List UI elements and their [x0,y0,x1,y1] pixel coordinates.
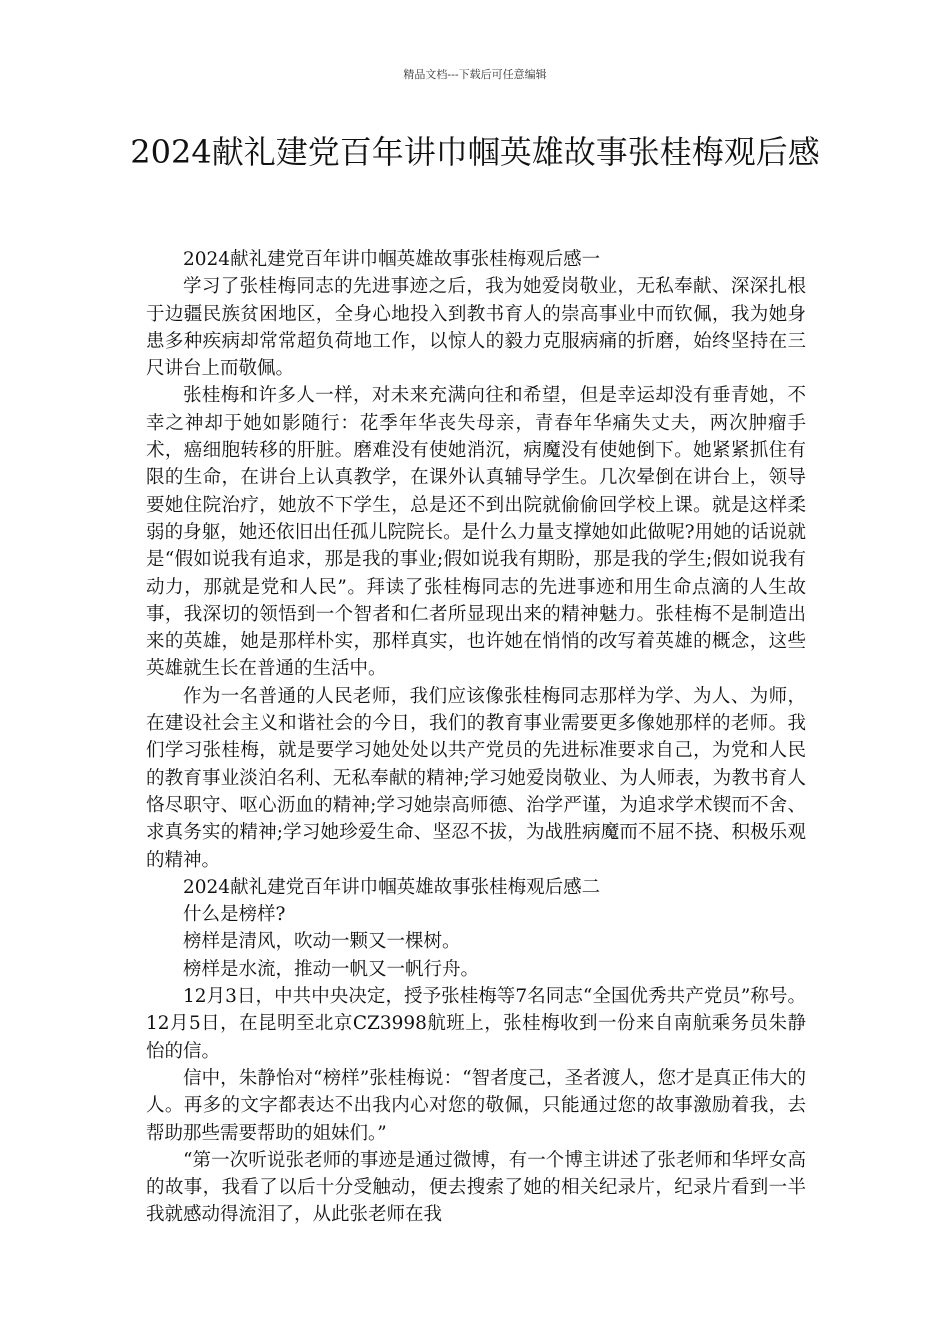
paragraph: 张桂梅和许多人一样，对未来充满向往和希望，但是幸运却没有垂青她，不幸之神却于她如影随行：花季年华丧失母亲，青春年华痛失丈夫，两次肿瘤手术，癌细胞转移的肝脏。磨难没有使她消沉，病魔没有使她倒下。她紧紧抓住有限的生命，在讲台上认真教学，在课外认真辅导学生。几次晕倒在讲台上，领导要她住院治疗，她放不下学生，总是还不到出院就偷偷回学校上课。就是这样柔弱的身躯，她还依旧出任孤儿院院长。是什么力量支撑她如此做呢?用她的话说就是“假如说我有追求，那是我的事业;假如说我有期盼，那是我的学生;假如说我有动力，那就是党和人民”。拜读了张桂梅同志的先进事迹和用生命点滴的人生故事，我深切的领悟到一个智者和仁者所显现出来的精神魅力。张桂梅不是制造出来的英雄，她是那样朴实，那样真实，也许她在悄悄的改写着英雄的概念，这些英雄就生长在普通的生活中。 [146,385,806,680]
paragraph: 什么是榜样? [183,904,286,926]
paragraph: “第一次听说张老师的事迹是通过微博，有一个博主讲述了张老师和华坪女高的故事，我看了以后十分受触动，便去搜索了她的相关纪录片，纪录片看到一半我就感动得流泪了，从此张老师在我 [146,1149,806,1226]
section-heading-1: 2024献礼建党百年讲巾帼英雄故事张桂梅观后感一 [183,249,601,270]
paragraph: 12月3日，中共中央决定，授予张桂梅等7名同志“全国优秀共产党员”称号。12月5日，在昆明至北京CZ3998航班上，张桂梅收到一份来自南航乘务员朱静怡的信。 [146,986,806,1062]
paragraph: 作为一名普通的人民老师，我们应该像张桂梅同志那样为学、为人、为师，在建设社会主义和谐社会的今日，我们的教育事业需要更多像她那样的老师。我们学习张桂梅，就是要学习她处处以共产党员的先进标准要求自己，为党和人民的教育事业淡泊名利、无私奉献的精神;学习她爱岗敬业、为人师表，为教书育人恪尽职守、呕心沥血的精神;学习她崇高师德、治学严谨，为追求学术锲而不舍、求真务实的精神;学习她珍爱生命、坚忍不拔，为战胜病魔而不屈不挠、积极乐观的精神。 [146,685,806,871]
paragraph: 信中，朱静怡对“榜样”张桂梅说：“智者度己，圣者渡人，您才是真正伟大的人。再多的文字都表达不出我内心对您的敬佩，只能通过您的故事激励着我，去帮助那些需要帮助的姐妹们。” [146,1067,806,1144]
document-title: 2024献礼建党百年讲巾帼英雄故事张桂梅观后感 [130,133,820,171]
paragraph: 学习了张桂梅同志的先进事迹之后，我为她爱岗敬业，无私奉献、深深扎根于边疆民族贫困地区，全身心地投入到教书育人的崇高事业中而钦佩，我为她身患多种疾病却常常超负荷地工作，以惊人的毅力克服病痛的折磨，始终坚持在三尺讲台上而敬佩。 [146,276,806,380]
page-header-note: 精品文档---下载后可任意编辑 [403,68,547,81]
paragraph: 榜样是水流，推动一帆又一帆行舟。 [183,958,480,980]
section-heading-2: 2024献礼建党百年讲巾帼英雄故事张桂梅观后感二 [183,876,601,898]
paragraph: 榜样是清风，吹动一颗又一棵树。 [183,931,461,953]
document-body [146,246,806,1229]
